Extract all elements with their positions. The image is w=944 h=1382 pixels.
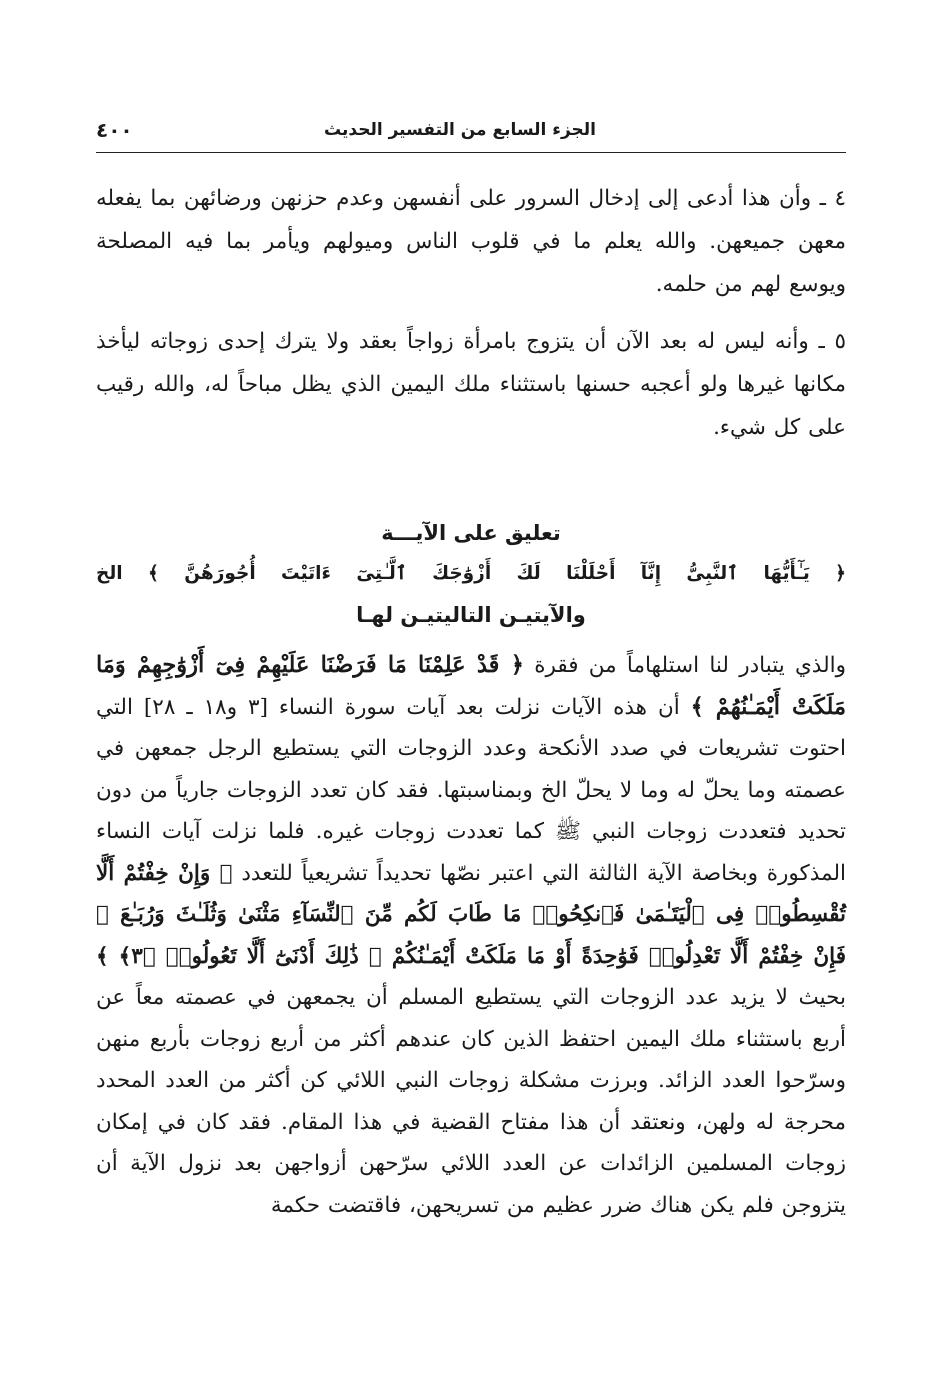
- quran-quote-2: ﴿ وَإِنْ خِفْتُمْ أَلَّا تُقْسِطُوا۟ فِى ٱلْيَتَـٰمَىٰ فَٱنكِحُوا۟ مَا طَابَ لَكُم مِّنَ ٱلنِّسَآءِ مَثْنَىٰ وَثُلَـٰثَ وَرُبَـٰعَ ۖ فَإِنْ خِفْتُمْ أَلَّا تَعْدِلُوا۟ فَوَٰحِدَةً أَوْ مَا مَلَكَتْ أَيْمَـٰنُكُمْ ۚ ذَٰلِكَ أَدْنَىٰٓ أَلَّا تَعُولُوا۟ ﴿٣﴾ ﴾: [96, 860, 846, 969]
- body-text-segment-2: أن هذه الآيات نزلت بعد آيات سورة النساء [٣ و١٨ ـ ٢٨] التي احتوت تشريعات في صدد الأنكحة وعدد الزوجات التي يستطيع الرجل جمعهن في عصمته وما يحلّ له وما لا يحلّ الخ وبمناسبتها. فقد كان تعدد الزوجات جارياً من دون تحديد فتعددت زوجات النبي ﷺ كما تعددت زوجات غيره. فلما نزلت آيات النساء المذكورة وبخاصة الآية الثالثة التي اعتبر نصّها تحديداً تشريعياً للتعدد: [96, 694, 846, 886]
- section-title: تعليق على الآيـــة: [381, 521, 561, 545]
- body-text-segment-3: بحيث لا يزيد عدد الزوجات التي يستطيع المسلم أن يجمعهن في عصمته معاً عن أربع باستثناء ملك اليمين احتفظ الذين كان عندهم أكثر من أربع زوجات بأربع منهن وسرّحوا العدد الزائد. وبرزت مشكلة زوجات النبي اللائي كن أكثر من العدد المحدد محرجة له ولهن، ونعتقد أن هذا مفتاح القضية في هذا المقام. فقد كان في إمكان زوجات المسلمين الزائدات عن العدد اللائي سرّحهن أزواجهن بعد نزول الآية أن يتزوجن فلم يكن هناك ضرر عظيم من تسريحهن، فاقتضت حكمة: [96, 985, 846, 1218]
- page-number: ٤٠٠: [96, 118, 133, 142]
- section-subtitle: والآيتيـن التاليتيـن لهـا: [356, 603, 586, 627]
- body-text-segment-1: والذي يتبادر لنا استلهاماً من فقرة: [534, 653, 846, 678]
- point-4-paragraph: ٤ ـ وأن هذا أدعى إلى إدخال السرور على أنفسهن وعدم حزنهن ورضائهن بما يفعله معهن جميعهن. والله يعلم ما في قلوب الناس وميولهم ويأمر بما فيه المصلحة ويوسع لهم من حلمه.: [96, 186, 846, 297]
- point-5-paragraph: ٥ ـ وأنه ليس له بعد الآن أن يتزوج بامرأة زواجاً بعقد ولا يترك إحدى زوجاته ليأخذ مكانها غيرها ولو أعجبه حسنها باستثناء ملك اليمين الذي يظل مباحاً له، والله رقيب على كل شيء.: [96, 329, 846, 440]
- section-verse-quote: ﴿ يَـٰٓأَيُّهَا ٱلنَّبِىُّ إِنَّآ أَحْلَلْنَا لَكَ أَزْوَٰجَكَ ٱلَّـٰتِىٓ ءَاتَيْتَ أُجُورَهُنَّ ﴾ الخ: [96, 563, 846, 584]
- section-heading: [96, 511, 846, 637]
- book-page: [96, 118, 846, 1226]
- body-paragraph: [96, 645, 846, 1226]
- running-header: [96, 118, 846, 153]
- running-title: الجزء السابع من التفسير الحديث: [324, 120, 596, 140]
- quran-quote-1: ﴿ قَدْ عَلِمْنَا مَا فَرَضْنَا عَلَيْهِمْ فِىٓ أَزْوَٰجِهِمْ وَمَا مَلَكَتْ أَيْمَـٰنُهُمْ ﴾: [96, 652, 846, 720]
